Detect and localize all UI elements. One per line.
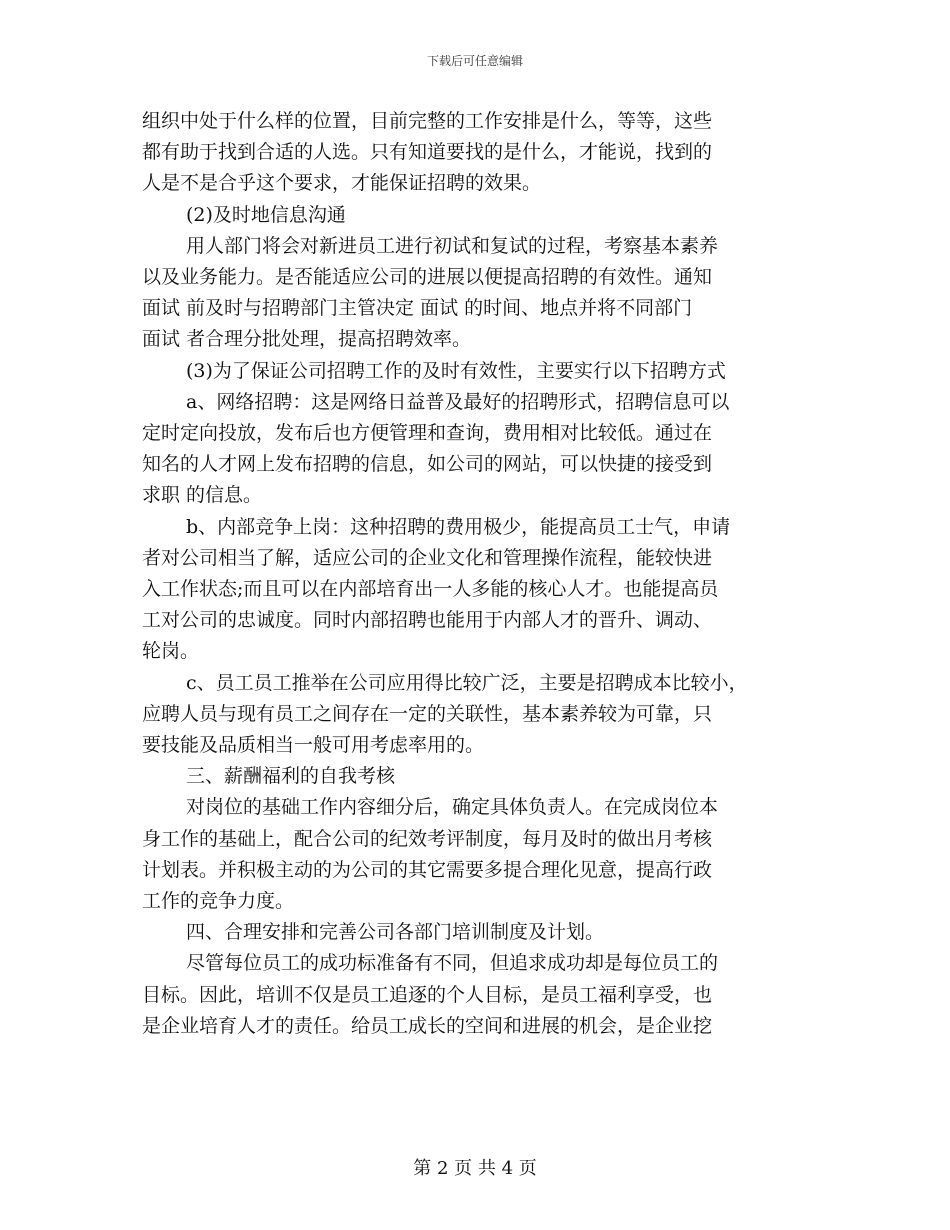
text-line: a、网络招聘：这是网络日益普及最好的招聘形式，招聘信息可以 xyxy=(186,390,730,413)
section-heading: 三、薪酬福利的自我考核 xyxy=(186,765,396,788)
text-line: 人是不是合乎这个要求，才能保证招聘的效果。 xyxy=(142,172,542,195)
text-line: 知名的人才网上发布招聘的信息，如公司的网站，可以快捷的接受到 xyxy=(142,453,713,476)
text-line: 应聘人员与现有员工之间存在一定的关联性，基本素养较为可靠，只 xyxy=(142,702,713,725)
text-line: 对岗位的基础工作内容细分后，确定具体负责人。在完成岗位本 xyxy=(186,796,719,819)
text-line: 者对公司相当了解，适应公司的企业文化和管理操作流程，能较快进 xyxy=(142,546,713,569)
text-line: 计划表。并积极主动的为公司的其它需要多提合理化见意，提高行政 xyxy=(142,858,713,881)
text-line: 要技能及品质相当一般可用考虑率用的。 xyxy=(142,734,485,757)
text-line: 工作的竞争力度。 xyxy=(142,890,295,913)
text-line: 目标。因此，培训不仅是员工追逐的个人目标，是员工福利享受，也 xyxy=(142,983,713,1006)
text-line: 轮岗。 xyxy=(142,640,200,663)
text-line: 身工作的基础上，配合公司的纪效考评制度，每月及时的做出月考核 xyxy=(142,827,713,850)
text-line: 工对公司的忠诚度。同时内部招聘也能用于内部人才的晋升、调动、 xyxy=(142,609,713,632)
text-line: 用人部门将会对新进员工进行初试和复试的过程，考察基本素养 xyxy=(186,234,719,257)
subheading: (2)及时地信息沟通 xyxy=(186,203,346,226)
text-line: 以及业务能力。是否能适应公司的进展以便提高招聘的有效性。通知 xyxy=(142,266,713,289)
text-line: 入工作状态;而且可以在内部培育出一人多能的核心人才。也能提高员 xyxy=(142,578,719,601)
page-footer: 第 2 页 共 4 页 xyxy=(413,1158,537,1179)
text-line: 求职 的信息。 xyxy=(142,484,263,507)
page-header: 下载后可任意编辑 xyxy=(426,54,523,68)
text-line: 是企业培育人才的责任。给员工成长的空间和进展的机会，是企业挖 xyxy=(142,1014,713,1037)
text-line: b、内部竞争上岗：这种招聘的费用极少，能提高员工士气，申请 xyxy=(186,515,731,538)
section-heading: 四、合理安排和完善公司各部门培训制度及计划。 xyxy=(186,921,605,944)
text-line: c、员工员工推举在公司应用得比较广泛，主要是招聘成本比较小， xyxy=(186,671,748,694)
subheading: (3)为了保证公司招聘工作的及时有效性，主要实行以下招聘方式 xyxy=(186,359,726,382)
body-text xyxy=(142,106,822,1042)
text-line: 都有助于找到合适的人选。只有知道要找的是什么，才能说，找到的 xyxy=(142,141,713,164)
text-line: 面试 前及时与招聘部门主管决定 面试 的时间、地点并将不同部门 xyxy=(142,297,693,320)
text-line: 组织中处于什么样的位置，目前完整的工作安排是什么，等等，这些 xyxy=(142,110,713,132)
text-line: 面试 者合理分批处理，提高招聘效率。 xyxy=(142,328,472,351)
text-line: 尽管每位员工的成功标准备有不同，但追求成功却是每位员工的 xyxy=(186,952,719,975)
text-line: 定时定向投放，发布后也方便管理和查询，费用相对比较低。通过在 xyxy=(142,422,713,445)
